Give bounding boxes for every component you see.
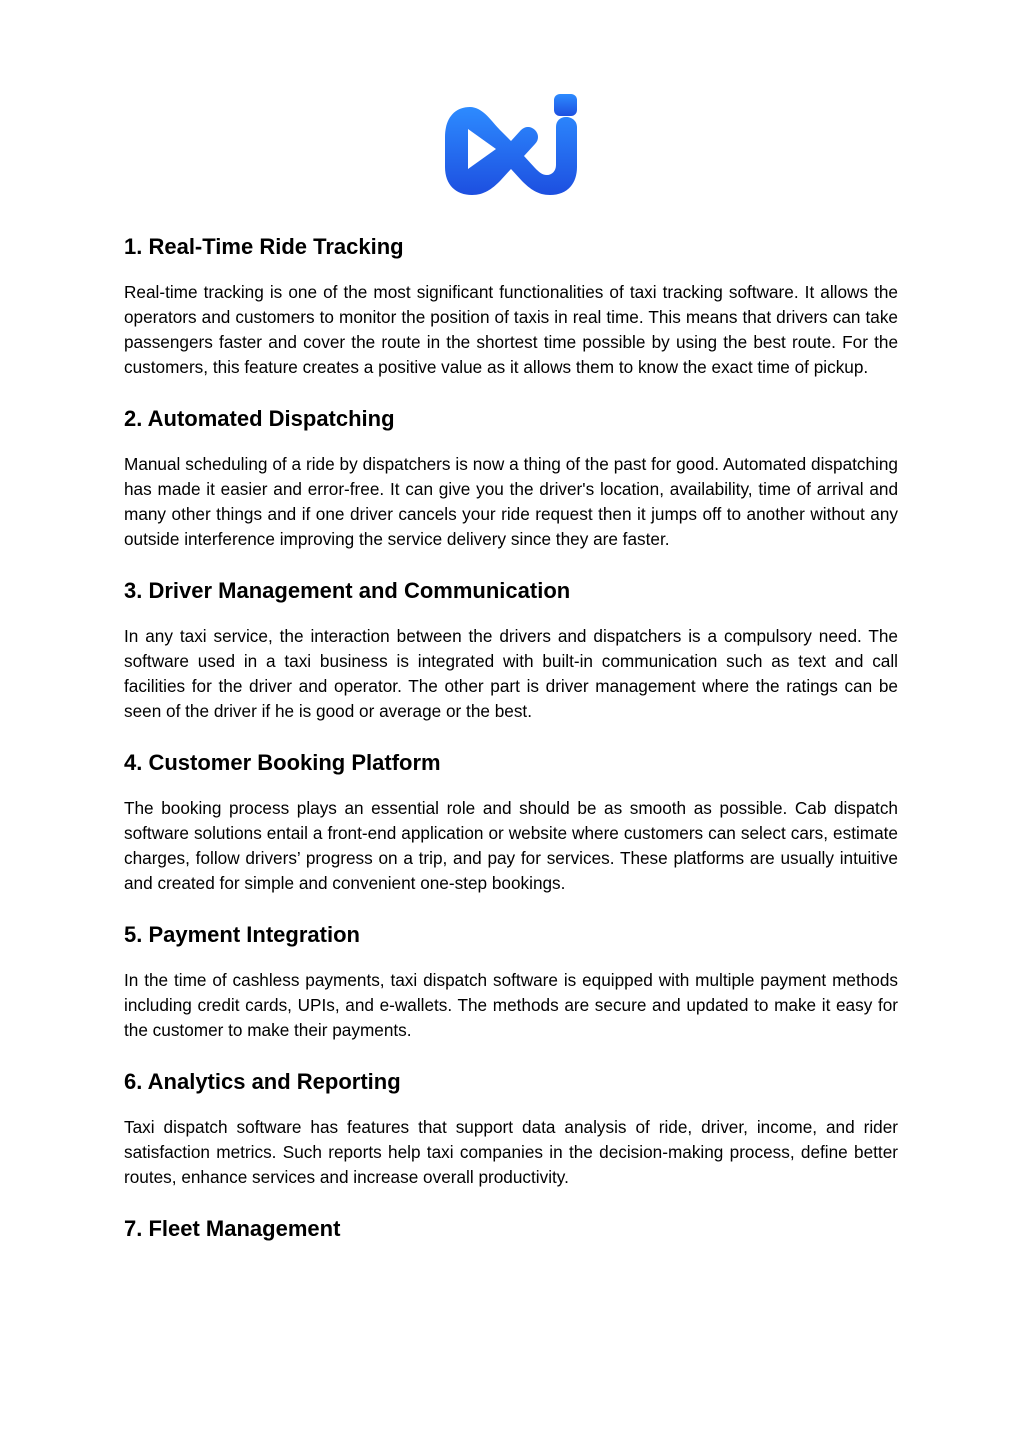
section-heading: 3. Driver Management and Communication: [124, 578, 571, 603]
section-automated-dispatching: [124, 404, 898, 552]
section-analytics-reporting: [124, 1067, 898, 1190]
section-fleet-management: [124, 1214, 898, 1244]
section-payment-integration: [124, 920, 898, 1043]
section-heading: 7. Fleet Management: [124, 1216, 341, 1241]
section-heading: 6. Analytics and Reporting: [124, 1069, 401, 1094]
section-heading: 4. Customer Booking Platform: [124, 750, 441, 775]
section-heading: 5. Payment Integration: [124, 922, 360, 947]
brand-logo-icon: [444, 93, 578, 197]
section-paragraph: In the time of cashless payments, taxi dispatch software is equipped with multiple payment methods including credit cards, UPIs, and e-wallets. The methods are secure and updated to make it easy for the customer to make their payments.: [124, 970, 898, 1040]
section-paragraph: The booking process plays an essential role and should be as smooth as possible. Cab dispatch software solutions entail a front-end application or website where customers can select cars, estimate charges, follow drivers’ progress on a trip, and pay for services. These platforms are usually intuitive and created for simple and convenient one-step bookings.: [124, 798, 898, 893]
section-paragraph: Taxi dispatch software has features that support data analysis of ride, driver, income, and rider satisfaction metrics. Such reports help taxi companies in the decision-making process, define better routes, enhance services and increase overall productivity.: [124, 1117, 898, 1187]
section-heading: 2. Automated Dispatching: [124, 406, 395, 431]
section-heading: 1. Real-Time Ride Tracking: [124, 234, 404, 259]
section-paragraph: Manual scheduling of a ride by dispatchers is now a thing of the past for good. Automated dispatching has made it easier and error-free. It can give you the driver's location, availability, time of arrival and many other things and if one driver cancels your ride request then it jumps off to another without any outside interference improving the service delivery since they are faster.: [124, 454, 898, 549]
section-customer-booking-platform: [124, 748, 898, 896]
section-paragraph: Real-time tracking is one of the most significant functionalities of taxi tracking software. It allows the operators and customers to monitor the position of taxis in real time. This means that drivers can take passengers faster and cover the route in the shortest time possible by using the best route. For the customers, this feature creates a positive value as it allows them to know the exact time of pickup.: [124, 282, 898, 377]
section-real-time-ride-tracking: [124, 232, 898, 380]
document-body: [124, 232, 898, 1262]
section-paragraph: In any taxi service, the interaction between the drivers and dispatchers is a compulsory need. The software used in a taxi business is integrated with built-in communication such as text and call facilities for the driver and operator. The other part is driver management where the ratings can be seen of the driver if he is good or average or the best.: [124, 626, 898, 721]
section-driver-management: [124, 576, 898, 724]
